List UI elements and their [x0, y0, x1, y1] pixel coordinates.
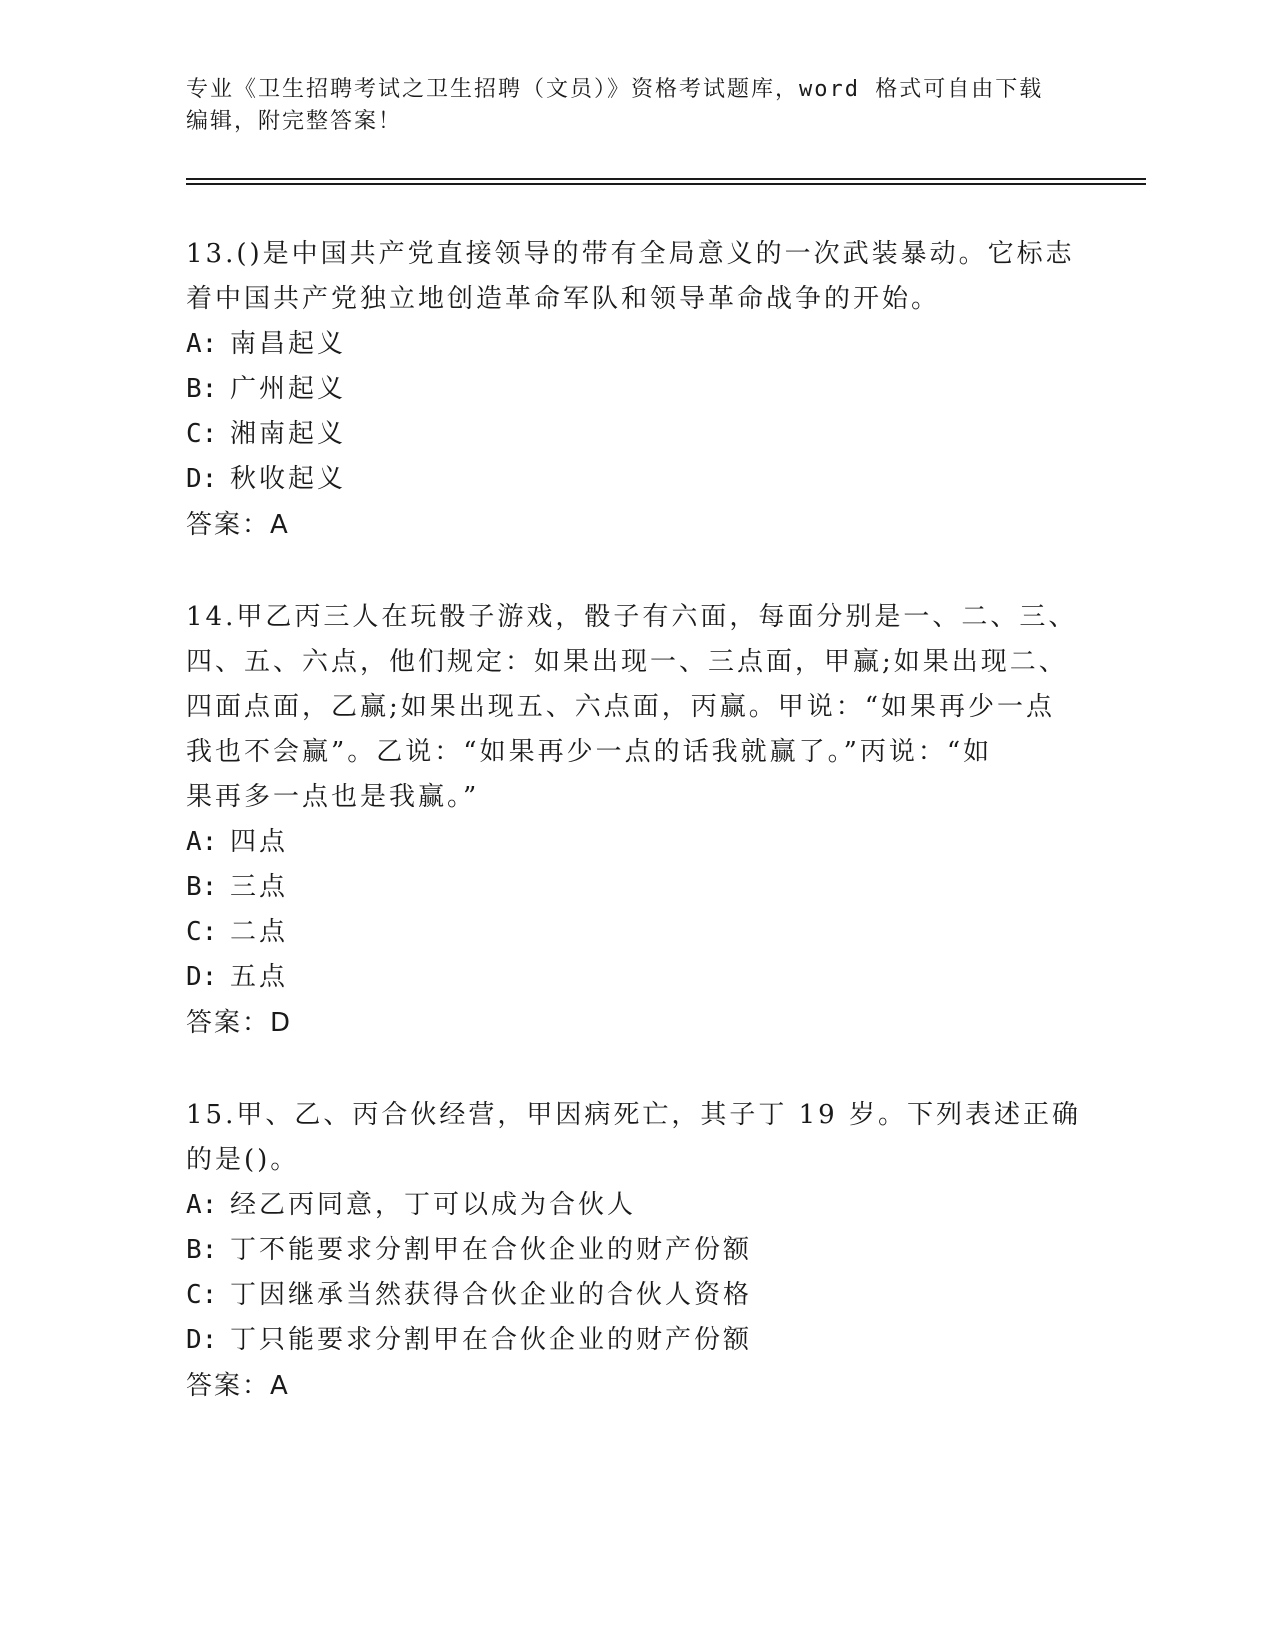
- question-text-line: 着中国共产党独立地创造革命军队和领导革命战争的开始。: [186, 284, 941, 314]
- option-letter: D:: [186, 1325, 218, 1355]
- header-line-1: 专业《卫生招聘考试之卫生招聘（文员）》资格考试题库，word 格式可自由下载: [186, 77, 1044, 102]
- question-text-line: 果再多一点也是我赢。”: [186, 782, 480, 812]
- option-letter: B:: [186, 374, 218, 404]
- option-letter: D:: [186, 464, 218, 494]
- option-a: [186, 820, 1066, 865]
- header-divider-bottom: [186, 183, 1146, 185]
- option-d: [186, 1318, 1066, 1363]
- question-text-line: 四面点面，乙赢;如果出现五、六点面，丙赢。甲说：“如果再少一点: [186, 692, 1056, 722]
- option-letter: A:: [186, 329, 218, 359]
- answer-line: 答案：D: [186, 1008, 293, 1038]
- option-c: [186, 910, 1066, 955]
- option-letter: B:: [186, 872, 218, 902]
- option-c: [186, 412, 1066, 457]
- option-text: 湘南起义: [230, 419, 347, 449]
- answer-line: 答案：A: [186, 1371, 290, 1401]
- option-text: 三点: [230, 872, 289, 902]
- option-letter: B:: [186, 1235, 218, 1265]
- option-text: 秋收起义: [230, 464, 347, 494]
- question-text-line: 15.甲、乙、丙合伙经营，甲因病死亡，其子丁 19 岁。下列表述正确: [186, 1100, 1081, 1130]
- option-d: [186, 457, 1066, 502]
- option-c: [186, 1273, 1066, 1318]
- option-text: 四点: [230, 827, 289, 857]
- header-line-2: 编辑，附完整答案！: [186, 109, 403, 134]
- question-15: [186, 1093, 1081, 1409]
- option-a: [186, 1183, 1066, 1228]
- option-letter: C:: [186, 1280, 218, 1310]
- question-text-line: 13.()是中国共产党直接领导的带有全局意义的一次武装暴动。它标志: [186, 239, 1075, 269]
- option-text: 二点: [230, 917, 289, 947]
- option-text: 五点: [230, 962, 289, 992]
- option-letter: D:: [186, 962, 218, 992]
- question-text-line: 我也不会赢”。乙说：“如果再少一点的话我就赢了。”丙说：“如: [186, 737, 993, 767]
- option-text: 丁只能要求分割甲在合伙企业的财产份额: [230, 1325, 753, 1355]
- document-header: [186, 74, 1066, 138]
- option-text: 丁因继承当然获得合伙企业的合伙人资格: [230, 1280, 753, 1310]
- option-text: 丁不能要求分割甲在合伙企业的财产份额: [230, 1235, 753, 1265]
- option-text: 经乙丙同意，丁可以成为合伙人: [230, 1190, 637, 1220]
- header-divider-top: [186, 178, 1146, 180]
- option-b: [186, 865, 1066, 910]
- option-d: [186, 955, 1066, 1000]
- option-b: [186, 367, 1066, 412]
- question-text-line: 的是()。: [186, 1145, 300, 1175]
- question-text-line: 四、五、六点，他们规定：如果出现一、三点面，甲赢;如果出现二、: [186, 647, 1068, 677]
- answer-line: 答案：A: [186, 510, 290, 540]
- question-13: [186, 232, 1075, 548]
- option-b: [186, 1228, 1066, 1273]
- option-letter: A:: [186, 1190, 218, 1220]
- option-text: 南昌起义: [230, 329, 347, 359]
- option-letter: C:: [186, 917, 218, 947]
- option-a: [186, 322, 1066, 367]
- option-letter: C:: [186, 419, 218, 449]
- question-text-line: 14.甲乙丙三人在玩骰子游戏，骰子有六面，每面分别是一、二、三、: [186, 602, 1078, 632]
- option-text: 广州起义: [230, 374, 347, 404]
- option-letter: A:: [186, 827, 218, 857]
- question-14: [186, 595, 1078, 1046]
